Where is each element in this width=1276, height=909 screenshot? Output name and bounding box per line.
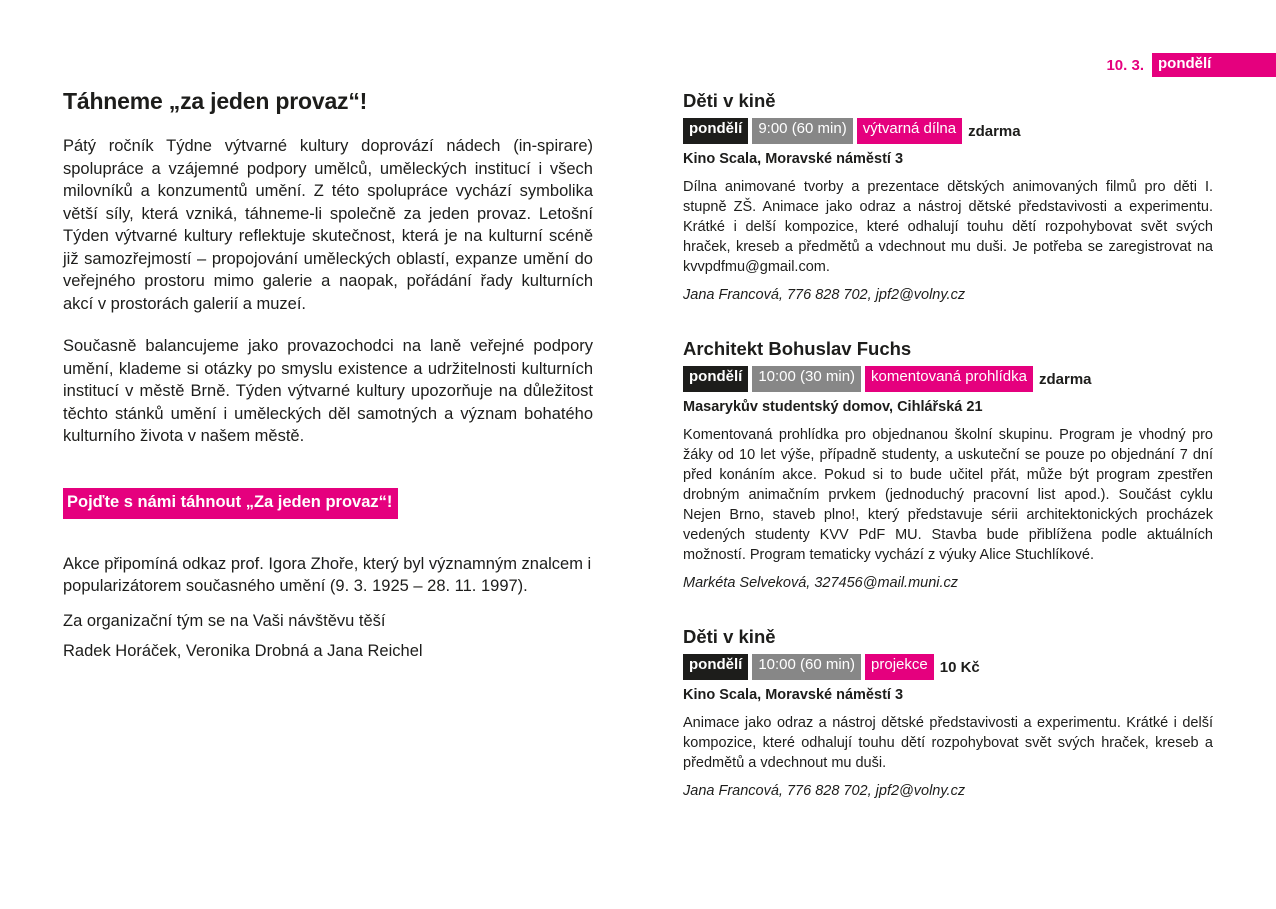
event-day-tag: pondělí bbox=[683, 654, 748, 680]
event-place: Masarykův studentský domov, Cihlářská 21 bbox=[683, 399, 983, 415]
event-time-tag: 10:00 (30 min) bbox=[752, 366, 861, 392]
event-title: Architekt Bohuslav Fuchs bbox=[683, 338, 912, 359]
event-contact: Jana Francová, 776 828 702, jpf2@volny.cz bbox=[683, 783, 966, 799]
intro-paragraph-3: Akce připomíná odkaz prof. Igora Zhoře, který byl významným znalcem i popularizátorem současného umění (9. 3. 1925 – 28. 11. 1997). bbox=[63, 554, 592, 595]
event-card bbox=[683, 90, 1213, 305]
event-time-tag: 9:00 (60 min) bbox=[752, 118, 852, 144]
date-number: 10. 3. bbox=[1106, 56, 1144, 74]
event-day-tag: pondělí bbox=[683, 366, 748, 392]
event-price: zdarma bbox=[1038, 370, 1092, 388]
event-time-tag: 10:00 (60 min) bbox=[752, 654, 861, 680]
event-day-tag: pondělí bbox=[683, 118, 748, 144]
event-tags bbox=[683, 366, 1213, 392]
intro-signature: Radek Horáček, Veronika Drobná a Jana Reichel bbox=[63, 641, 423, 660]
event-description: Animace jako odraz a nástroj dětské představivosti a experimentu. Krátké i delší kompozice, které odhalují touhu dětí rozpohybovat svět svých hraček, kreseb a předmětů a vdechnout mu duši. bbox=[683, 715, 1213, 771]
date-badge bbox=[1106, 53, 1276, 77]
event-place: Kino Scala, Moravské náměstí 3 bbox=[683, 151, 904, 167]
event-type-tag: projekce bbox=[865, 654, 934, 680]
events-column bbox=[683, 90, 1213, 834]
intro-paragraph-2: Současně balancujeme jako provazochodci na laně veřejné podpory umění, klademe si otázky po smyslu existence a udržitelnosti kulturních institucí v městě Brně. Týden výtvarné kultury upozorňuje na důležitost těchto stánků umění i uměleckých děl samotných a význam bohatého kulturního života v našem městě. bbox=[63, 337, 593, 445]
call-to-action-banner: Pojďte s námi táhnout „Za jeden provaz“! bbox=[63, 488, 398, 519]
date-day-label: pondělí bbox=[1152, 53, 1276, 77]
event-type-tag: výtvarná dílna bbox=[857, 118, 962, 144]
event-title: Děti v kině bbox=[683, 626, 776, 647]
intro-title: Táhneme „za jeden provaz“! bbox=[63, 88, 368, 114]
intro-paragraph-1: Pátý ročník Týdne výtvarné kultury doprovází nádech (in-spirare) spolupráce a vzájemné podpory umělců, uměleckých institucí i všech milovníků a konzumentů umění. Z této spolupráce vychází symbolika větší síly, která vzniká, táhneme-li společně za jeden provaz. Letošní Týden výtvarné kultury reflektuje skutečnost, která je na kulturní scéně již samozřejmostí – propojování uměleckých oblastí, expanze umění do veřejného prostoru mimo galerie a naopak, pořádání řady kulturních akcí v prostorách galerií a muzeí. bbox=[63, 137, 593, 313]
event-contact: Jana Francová, 776 828 702, jpf2@volny.cz bbox=[683, 287, 966, 303]
event-card bbox=[683, 338, 1213, 593]
event-price: 10 Kč bbox=[939, 658, 980, 676]
event-place: Kino Scala, Moravské náměstí 3 bbox=[683, 687, 904, 703]
event-tags bbox=[683, 654, 1213, 680]
intro-paragraph-4: Za organizační tým se na Vaši návštěvu těší bbox=[63, 611, 386, 630]
event-description: Komentovaná prohlídka pro objednanou školní skupinu. Program je vhodný pro žáky od 10 let výše, případně studenty, a uskuteční se pouze po objednání 7 dní před konáním akce. Pokud si to bude učitel přát, může být program zpestřen drobným animačním prvkem (jednoduchý pracovní list apod.). Součást cyklu Nejen Brno, staveb plno!, který představuje sérii architektonických procházek vedených studenty KVV PdF MU. Stavba bude přiblížena podle aktuálních možností. Program tematicky vychází z výuky Alice Stuchlíkové. bbox=[683, 427, 1213, 563]
event-description: Dílna animované tvorby a prezentace dětských animovaných filmů pro děti I. stupně ZŠ. Animace jako odraz a nástroj dětské představivosti a experimentu. Krátké i delší kompozice, které odhalují touhu dětí rozpohybovat svět svých hraček, kreseb a předmětů a vdechnout mu duši. Je potřeba se zaregistrovat na kvvpdfmu@gmail.com. bbox=[683, 179, 1213, 275]
event-type-tag: komentovaná prohlídka bbox=[865, 366, 1033, 392]
event-card bbox=[683, 626, 1213, 801]
event-title: Děti v kině bbox=[683, 90, 776, 111]
event-price: zdarma bbox=[968, 122, 1021, 140]
intro-column bbox=[63, 88, 593, 662]
event-contact: Markéta Selveková, 327456@mail.muni.cz bbox=[683, 575, 959, 591]
event-tags bbox=[683, 118, 1213, 144]
